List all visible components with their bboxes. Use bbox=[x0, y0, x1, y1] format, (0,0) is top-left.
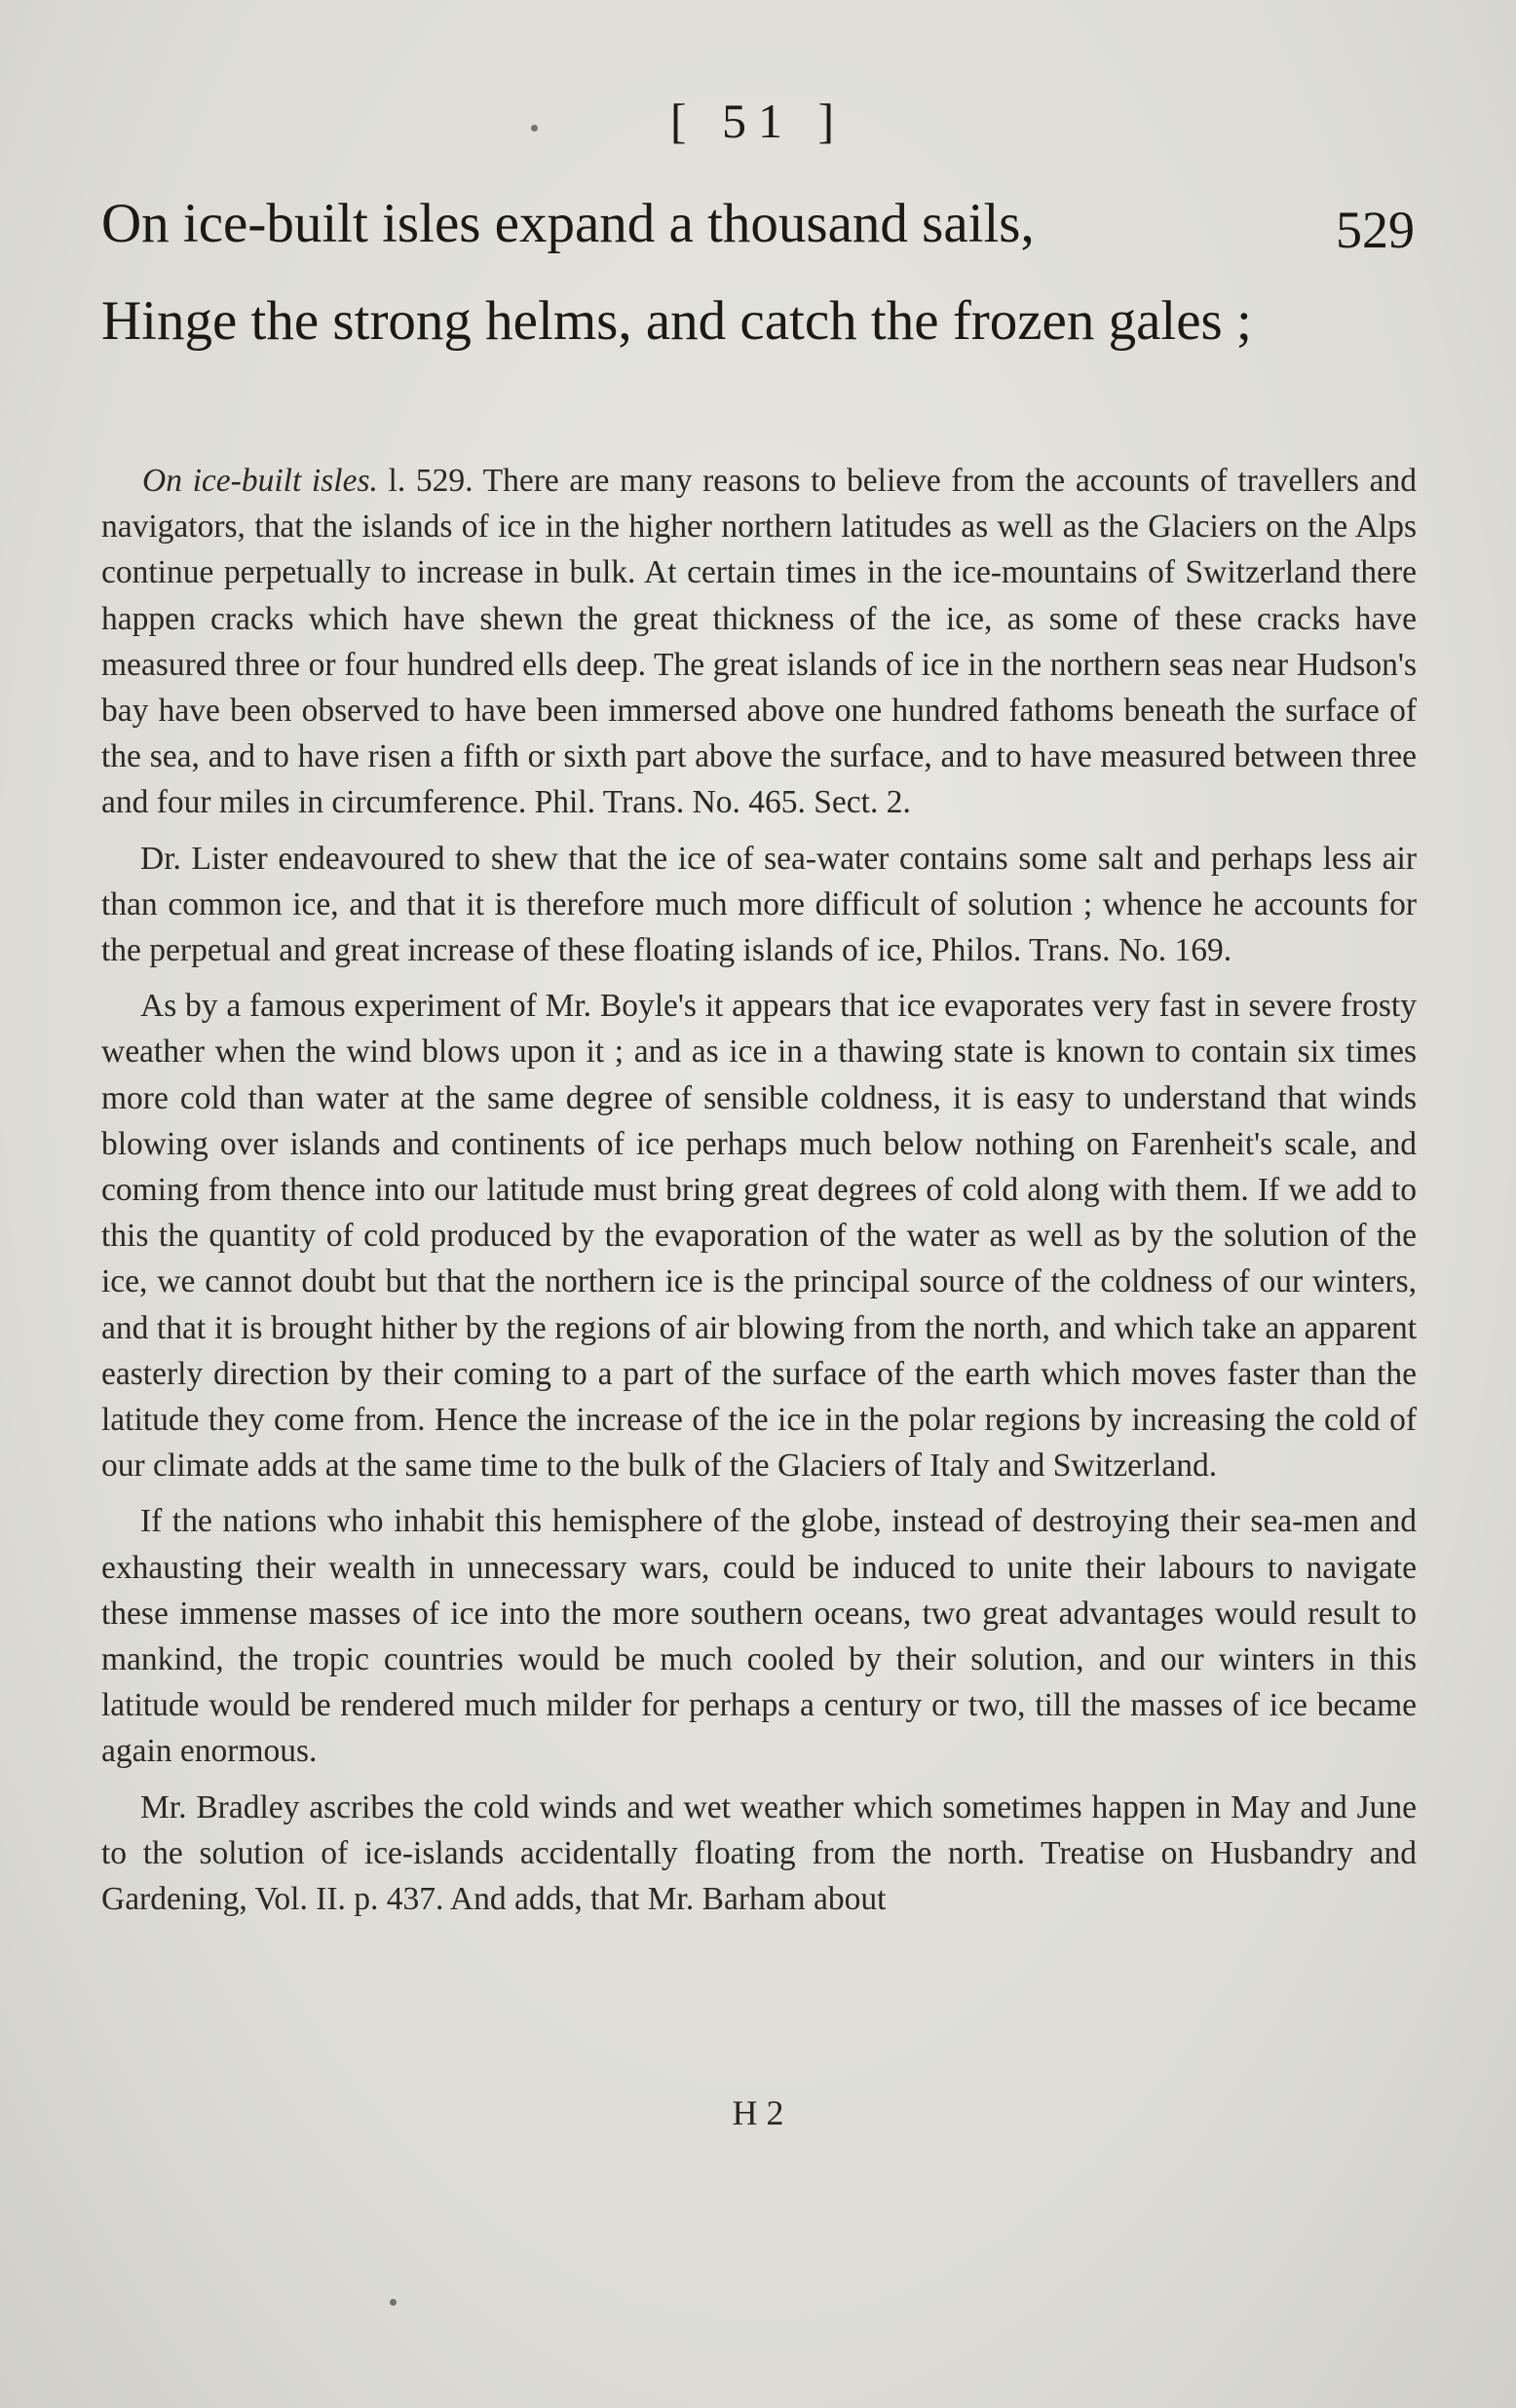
note-paragraph-1-body: l. 529. There are many reasons to believe from the accounts of travellers and navigators, that the islands of ice in the higher northern latitudes as well as the Glaciers on the Alps continue perpetually to increase in bulk. At certain times in the ice-mountains of Switzerland there happen cracks which have shewn the great thickness of the ice, as some of these cracks have measured three or four hundred ells deep. The great islands of ice in the northern seas near Hudson's bay have been observed to have been immersed above one hundred fathoms beneath the surface of the sea, and to have risen a fifth or sixth part above the surface, and to have measured between three and four miles in circumference. Phil. Trans. No. 465. Sect. 2. bbox=[101, 463, 1417, 821]
verse-line-number: 529 bbox=[1336, 201, 1415, 259]
ink-speck bbox=[390, 2299, 397, 2306]
ink-speck bbox=[531, 125, 538, 132]
signature-mark: H 2 bbox=[732, 2093, 784, 2132]
note-paragraph-3: As by a famous experiment of Mr. Boyle's it appears that ice evaporates very fast in severe frosty weather when the wind blows upon it ; and as ice in a thawing state is known to contain six times more cold than water at the same degree of sensible coldness, it is easy to understand that winds blowing over islands and continents of ice perhaps much below nothing on Farenheit's scale, and coming from thence into our latitude must bring great degrees of cold along with them. If we add to this the quantity of cold produced by the evaporation of the water as well as by the solution of the ice, we cannot doubt but that the northern ice is the principal source of the coldness of our winters, and that it is brought hither by the regions of air blowing from the north, and which take an apparent easterly direction by their coming to a part of the surface of the earth which moves faster than the latitude they come from. Hence the increase of the ice in the polar regions by increasing the cold of our climate adds at the same time to the bulk of the Glaciers of Italy and Switzerland. bbox=[101, 988, 1417, 1485]
note-heading: On ice-built isles. bbox=[142, 463, 378, 499]
note-paragraph-2: Dr. Lister endeavoured to shew that the ice of sea-water contains some salt and perhaps less air than common ice, and that it is therefore much more difficult of solution ; whence he accounts for the perpetual and great increase of these floating islands of ice, Philos. Trans. No. 169. bbox=[101, 840, 1417, 969]
note-paragraph-1 bbox=[101, 458, 1417, 826]
verse-line-1: On ice-built isles expand a thousand sails, bbox=[101, 193, 1035, 254]
note-paragraph-4: If the nations who inhabit this hemisphere of the globe, instead of destroying their sea-men and exhausting their wealth in unnecessary wars, could be induced to unite their labours to navigate these immense masses of ice into the more southern oceans, two great advantages would result to mankind, the tropic countries would be much cooled by their solution, and our winters in this latitude would be rendered much milder for perhaps a century or two, till the masses of ice became again enormous. bbox=[101, 1503, 1417, 1770]
page-number: [ 51 ] bbox=[669, 94, 847, 148]
note-paragraph-5: Mr. Bradley ascribes the cold winds and wet weather which sometimes happen in May and June to the solution of ice-islands accidentally floating from the north. Treatise on Husbandry and Gardening, Vol. II. p. 437. And adds, that Mr. Barham about bbox=[101, 1788, 1417, 1918]
verse-block bbox=[101, 175, 1417, 370]
verse-line-2: Hinge the strong helms, and catch the frozen gales ; bbox=[101, 290, 1252, 352]
notes-section bbox=[101, 458, 1417, 1932]
